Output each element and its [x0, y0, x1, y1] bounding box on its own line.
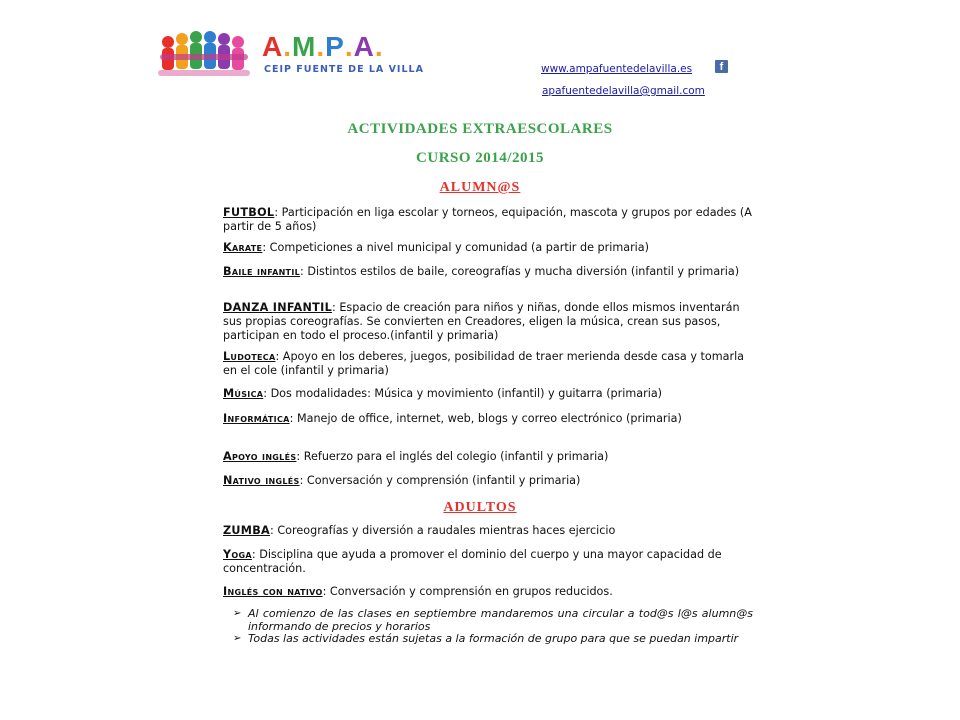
- facebook-icon[interactable]: f: [715, 60, 728, 73]
- brand-letter: P: [325, 31, 345, 62]
- bullet-arrow-icon: ➢: [233, 633, 242, 644]
- activity-label: Ludoteca: [223, 350, 276, 363]
- activity-separator: :: [322, 585, 327, 598]
- brand-letter: A: [262, 31, 284, 62]
- activity-label: FUTBOL: [223, 206, 275, 219]
- activity-description: Conversación y comprensión en grupos reducidos.: [326, 585, 613, 598]
- activity-label: Nativo inglés: [223, 474, 300, 487]
- activity-separator: :: [332, 301, 336, 314]
- activity-label: Inglés con nativo: [223, 585, 323, 598]
- note-text: Todas las actividades están sujetas a la formación de grupo para que se puedan impartir: [248, 632, 739, 645]
- activity-entry: [223, 301, 753, 343]
- activity-separator: :: [251, 548, 256, 561]
- bullet-arrow-icon: ➢: [233, 608, 242, 619]
- brand-letter: .: [374, 31, 384, 62]
- activity-separator: :: [296, 450, 301, 463]
- course-year: CURSO 2014/2015: [416, 150, 544, 166]
- activity-separator: :: [299, 474, 304, 487]
- activity-entry: [223, 265, 753, 279]
- activity-entry: [223, 524, 753, 538]
- activity-description: Manejo de office, internet, web, blogs y correo electrónico (primaria): [293, 412, 682, 425]
- activity-description: Coreografías y diversión a raudales mientras haces ejercicio: [273, 524, 616, 537]
- activity-description: Espacio de creación para niños y niñas, donde ellos mismos inventarán sus propias coreografías. Se convierten en Creadores, eligen la música, crean sus pasos, participan en todo el proceso.(infantil y primaria): [223, 301, 740, 342]
- activity-separator: :: [274, 206, 279, 219]
- activity-entry: [223, 387, 753, 401]
- activity-description: Disciplina que ayuda a promover el dominio del cuerpo y una mayor capacidad de concentración.: [223, 548, 722, 575]
- activity-label: Yoga: [223, 548, 252, 561]
- brand-acronym: [262, 32, 384, 62]
- activity-description: Distintos estilos de baile, coreografías y mucha diversión (infantil y primaria): [303, 265, 740, 278]
- activity-separator: :: [289, 412, 294, 425]
- brand-letter: .: [344, 31, 354, 62]
- activity-label: Música: [223, 387, 264, 400]
- brand-subtitle: CEIP FUENTE DE LA VILLA: [264, 64, 424, 75]
- activity-description: Apoyo en los deberes, juegos, posibilidad de traer merienda desde casa y tomarla en el cole (infantil y primaria): [223, 350, 745, 377]
- website-link[interactable]: www.ampafuentedelavilla.es: [541, 63, 693, 75]
- activity-entry: [223, 241, 753, 255]
- activity-label: Karate: [223, 241, 263, 254]
- activity-label: Apoyo inglés: [223, 450, 297, 463]
- activity-description: Dos modalidades: Música y movimiento (infantil) y guitarra (primaria): [267, 387, 663, 400]
- activity-entry: [223, 450, 753, 464]
- section-heading-alumnos: ALUMN@S: [439, 180, 521, 195]
- page-title: ACTIVIDADES EXTRAESCOLARES: [347, 121, 613, 137]
- activity-entry: [223, 474, 753, 488]
- activity-label: Informática: [223, 412, 290, 425]
- activity-entry: [223, 585, 753, 599]
- activity-separator: :: [300, 265, 304, 278]
- activity-separator: :: [270, 524, 274, 537]
- ampa-logo-image: [156, 28, 256, 80]
- activity-entry: [223, 350, 753, 378]
- activity-separator: :: [263, 387, 268, 400]
- brand-letter: .: [283, 31, 293, 62]
- activity-description: Participación en liga escolar y torneos, equipación, mascota y grupos por edades (A partir de 5 años): [223, 206, 752, 233]
- section-heading-adultos: ADULTOS: [443, 500, 517, 515]
- activity-description: Competiciones a nivel municipal y comunidad (a partir de primaria): [266, 241, 649, 254]
- activity-description: Refuerzo para el inglés del colegio (infantil y primaria): [300, 450, 609, 463]
- brand-letter: M: [292, 31, 317, 62]
- activity-separator: :: [262, 241, 267, 254]
- activity-entry: [223, 548, 753, 576]
- brand-letter: A: [353, 31, 375, 62]
- activity-entry: [223, 412, 753, 426]
- activity-label: ZUMBA: [223, 524, 271, 537]
- note-text: Al comienzo de las clases en septiembre mandaremos una circular a tod@s l@s alumn@s informando de precios y horarios: [248, 607, 753, 633]
- activity-separator: :: [275, 350, 280, 363]
- activity-label: DANZA INFANTIL: [223, 301, 332, 314]
- activity-entry: [223, 206, 753, 234]
- email-link[interactable]: apafuentedelavilla@gmail.com: [542, 85, 705, 97]
- activity-description: Conversación y comprensión (infantil y primaria): [303, 474, 581, 487]
- brand-letter: .: [316, 31, 326, 62]
- activity-label: Baile infantil: [223, 265, 300, 278]
